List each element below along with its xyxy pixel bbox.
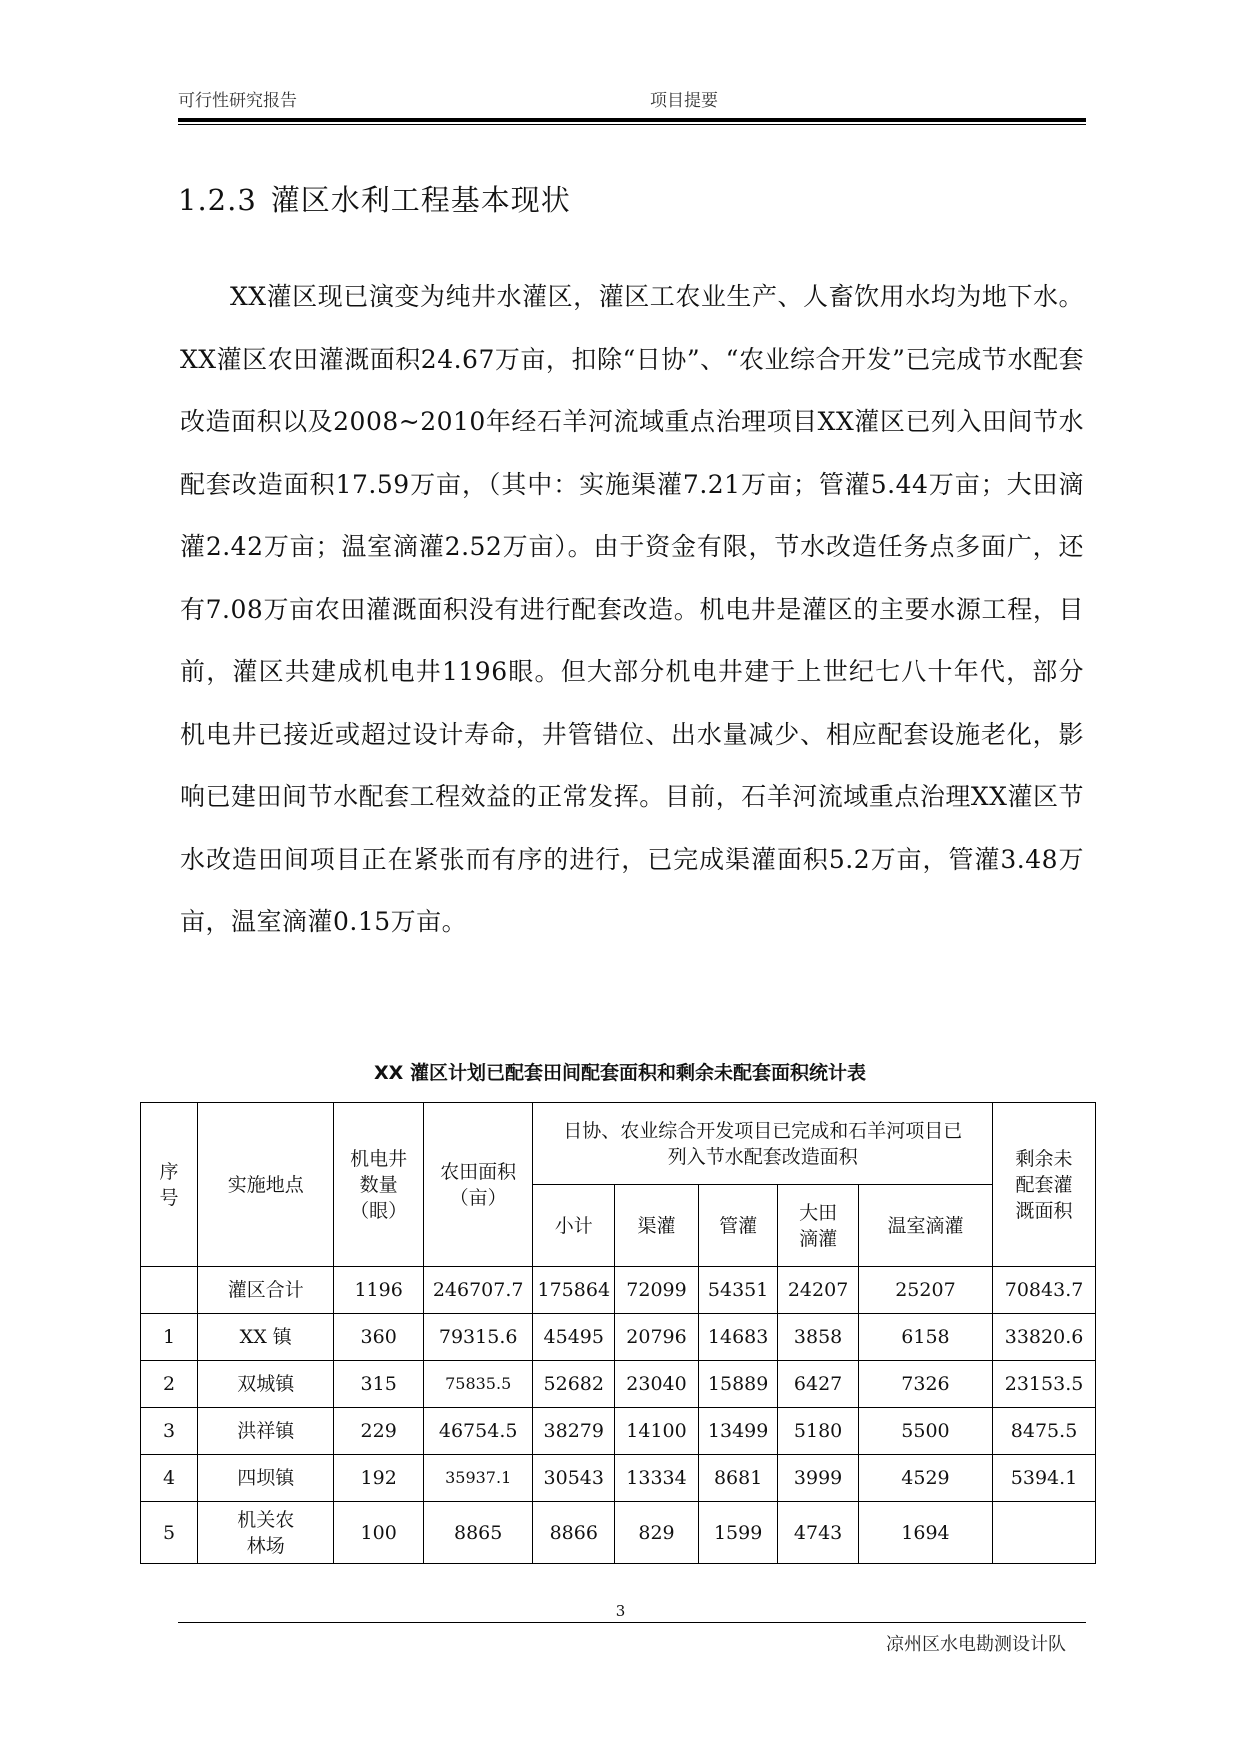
cell-field-drip: 24207: [778, 1267, 859, 1314]
cell-location: 机关农林场: [198, 1502, 334, 1564]
page-header: [178, 86, 1086, 114]
cell-seq: 4: [141, 1455, 198, 1502]
cell-remaining: [993, 1502, 1096, 1564]
cell-subtotal: 52682: [533, 1361, 615, 1408]
header-group: 日协、农业综合开发项目已完成和石羊河项目已列入节水配套改造面积: [533, 1103, 993, 1185]
cell-wells: 100: [334, 1502, 423, 1564]
cell-area: 246707.7: [423, 1267, 533, 1314]
header-rule-thin: [178, 124, 1086, 125]
page-number: 3: [615, 1602, 626, 1620]
cell-area: 75835.5: [423, 1361, 533, 1408]
cell-field-drip: 3858: [778, 1314, 859, 1361]
cell-wells: 229: [334, 1408, 423, 1455]
cell-greenhouse-drip: 1694: [858, 1502, 992, 1564]
cell-area: 35937.1: [423, 1455, 533, 1502]
cell-pipe: 14683: [698, 1314, 777, 1361]
cell-canal: 72099: [615, 1267, 699, 1314]
cell-subtotal: 38279: [533, 1408, 615, 1455]
cell-seq: 1: [141, 1314, 198, 1361]
header-subtotal: 小计: [533, 1185, 615, 1267]
cell-area: 79315.6: [423, 1314, 533, 1361]
cell-remaining: 23153.5: [993, 1361, 1096, 1408]
cell-field-drip: 3999: [778, 1455, 859, 1502]
cell-canal: 13334: [615, 1455, 699, 1502]
header-report-type: 可行性研究报告: [178, 91, 297, 111]
cell-wells: 315: [334, 1361, 423, 1408]
table-row: [141, 1408, 1096, 1455]
header-location: 实施地点: [198, 1103, 334, 1267]
cell-wells: 192: [334, 1455, 423, 1502]
cell-greenhouse-drip: 6158: [858, 1314, 992, 1361]
cell-location: 四坝镇: [198, 1455, 334, 1502]
header-section: 项目提要: [650, 91, 718, 111]
cell-greenhouse-drip: 25207: [858, 1267, 992, 1314]
cell-field-drip: 6427: [778, 1361, 859, 1408]
cell-field-drip: 4743: [778, 1502, 859, 1564]
cell-remaining: 5394.1: [993, 1455, 1096, 1502]
body-paragraph: XX灌区现已演变为纯井水灌区，灌区工农业生产、人畜饮用水均为地下水。XX灌区农田灌溉面积24.67万亩，扣除“日协”、“农业综合开发”已完成节水配套改造面积以及2008~2010年经石羊河流域重点治理项目XX灌区已列入田间节水配套改造面积17.59万亩，（其中：实施渠灌7.21万亩；管灌5.44万亩；大田滴灌2.42万亩；温室滴灌2.52万亩）。由于资金有限，节水改造任务点多面广，还有7.08万亩农田灌溉面积没有进行配套改造。机电井是灌区的主要水源工程，目前，灌区共建成机电井1196眼。但大部分机电井建于上世纪七八十年代，部分机电井已接近或超过设计寿命，井管错位、出水量减少、相应配套设施老化，影响已建田间节水配套工程效益的正常发挥。目前，石羊河流域重点治理XX灌区节水改造田间项目正在紧张而有序的进行，已完成渠灌面积5.2万亩，管灌3.48万亩，温室滴灌0.15万亩。: [180, 282, 1084, 936]
header-remaining: 剩余未配套灌溉面积: [993, 1103, 1096, 1267]
cell-location: 洪祥镇: [198, 1408, 334, 1455]
cell-remaining: 33820.6: [993, 1314, 1096, 1361]
cell-pipe: 8681: [698, 1455, 777, 1502]
cell-subtotal: 175864: [533, 1267, 615, 1314]
table-row: [141, 1502, 1096, 1564]
section-number: 1.2.3: [178, 183, 257, 217]
header-field-drip: 大田滴灌: [778, 1185, 859, 1267]
cell-canal: 829: [615, 1502, 699, 1564]
table-caption: XX 灌区计划已配套田间配套面积和剩余未配套面积统计表: [374, 1062, 866, 1084]
cell-greenhouse-drip: 7326: [858, 1361, 992, 1408]
header-area: 农田面积（亩）: [423, 1103, 533, 1267]
cell-greenhouse-drip: 5500: [858, 1408, 992, 1455]
table-row: [141, 1314, 1096, 1361]
cell-pipe: 1599: [698, 1502, 777, 1564]
cell-greenhouse-drip: 4529: [858, 1455, 992, 1502]
header-wells: 机电井数量（眼）: [334, 1103, 423, 1267]
table-row: [141, 1455, 1096, 1502]
header-rule-thick: [178, 118, 1086, 122]
header-seq: 序号: [141, 1103, 198, 1267]
cell-subtotal: 8866: [533, 1502, 615, 1564]
section-heading: [178, 178, 571, 219]
cell-wells: 360: [334, 1314, 423, 1361]
cell-pipe: 13499: [698, 1408, 777, 1455]
irrigation-area-table: [140, 1102, 1096, 1564]
table-row: [141, 1361, 1096, 1408]
cell-pipe: 54351: [698, 1267, 777, 1314]
cell-seq: 5: [141, 1502, 198, 1564]
cell-subtotal: 45495: [533, 1314, 615, 1361]
cell-remaining: 8475.5: [993, 1408, 1096, 1455]
footer-organization: 凉州区水电勘测设计队: [886, 1634, 1066, 1655]
cell-canal: 20796: [615, 1314, 699, 1361]
header-greenhouse-drip: 温室滴灌: [858, 1185, 992, 1267]
cell-subtotal: 30543: [533, 1455, 615, 1502]
cell-canal: 23040: [615, 1361, 699, 1408]
cell-seq: [141, 1267, 198, 1314]
header-pipe: 管灌: [698, 1185, 777, 1267]
cell-remaining: 70843.7: [993, 1267, 1096, 1314]
cell-area: 8865: [423, 1502, 533, 1564]
cell-location: 双城镇: [198, 1361, 334, 1408]
footer-rule: [178, 1622, 1086, 1623]
cell-location: 灌区合计: [198, 1267, 334, 1314]
cell-field-drip: 5180: [778, 1408, 859, 1455]
cell-wells: 1196: [334, 1267, 423, 1314]
cell-location: XX 镇: [198, 1314, 334, 1361]
cell-seq: 2: [141, 1361, 198, 1408]
cell-area: 46754.5: [423, 1408, 533, 1455]
cell-pipe: 15889: [698, 1361, 777, 1408]
section-title: 灌区水利工程基本现状: [270, 183, 571, 217]
table-header-row-1: [141, 1103, 1096, 1185]
cell-canal: 14100: [615, 1408, 699, 1455]
table-row: [141, 1267, 1096, 1314]
header-canal: 渠灌: [615, 1185, 699, 1267]
cell-seq: 3: [141, 1408, 198, 1455]
